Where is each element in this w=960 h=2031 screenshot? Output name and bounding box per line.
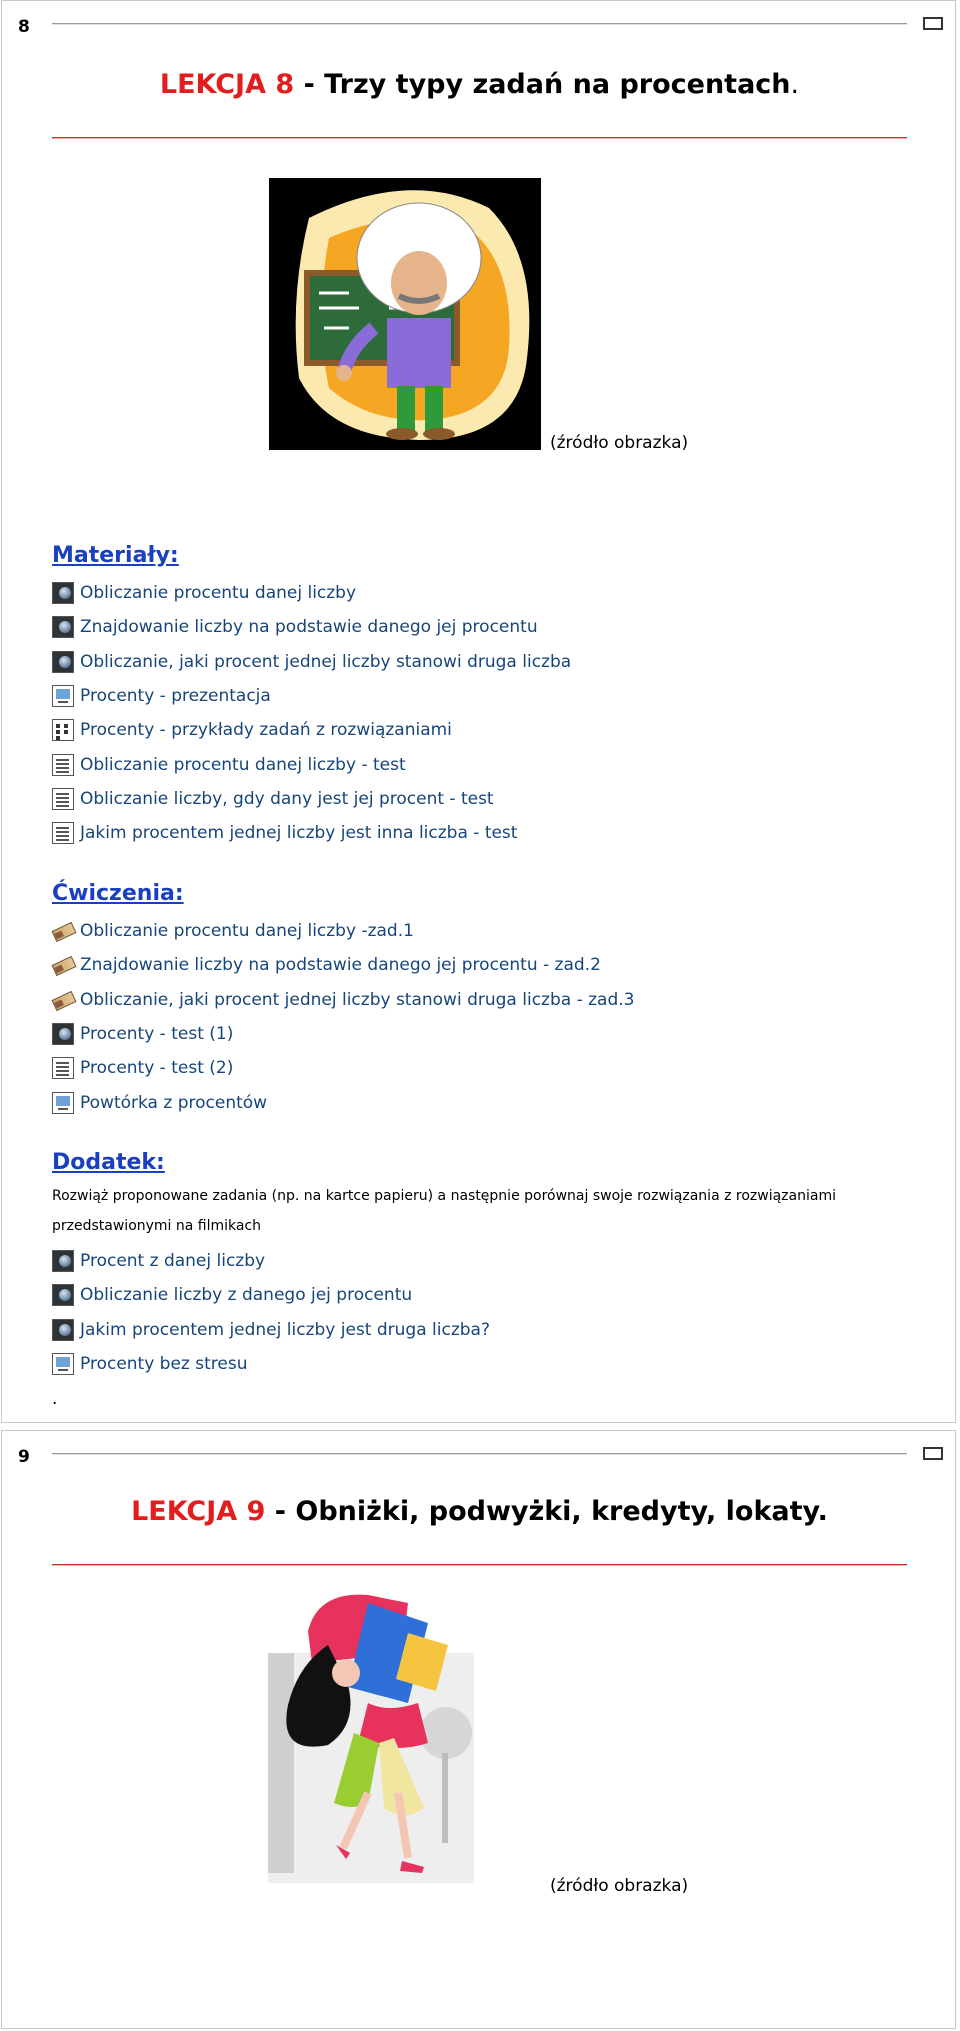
exercise-item[interactable] [52, 1051, 634, 1085]
presentation-icon [52, 1353, 74, 1375]
image-credit-link[interactable]: (źródło obrazka) [550, 433, 689, 453]
lesson-9-section [1, 1430, 956, 2029]
extra-heading: Dodatek: [52, 1150, 165, 1175]
lesson-title-text: - Trzy typy zadań na procentach [294, 69, 791, 100]
exercise-item[interactable] [52, 914, 634, 948]
extra-item[interactable] [52, 1244, 490, 1278]
exercises-list [52, 914, 634, 1120]
page-icon [52, 754, 74, 776]
exercise-link[interactable]: Procenty - test (2) [80, 1058, 234, 1079]
extra-link[interactable]: Jakim procentem jednej liczby jest druga liczba? [80, 1319, 490, 1340]
globe-icon [52, 1319, 74, 1341]
presentation-icon [52, 685, 74, 707]
presentation-icon [52, 1092, 74, 1114]
globe-icon [52, 1023, 74, 1045]
completion-checkbox[interactable] [923, 17, 943, 30]
pencil-icon [52, 920, 74, 942]
material-item[interactable] [52, 645, 571, 679]
section-top-rule [52, 1453, 907, 1455]
material-link[interactable]: Znajdowanie liczby na podstawie danego jej procentu [80, 617, 538, 638]
material-item[interactable] [52, 679, 571, 713]
professor-illustration[interactable] [269, 178, 541, 450]
lesson-title-dot: . [790, 69, 800, 100]
shopping-woman-illustration[interactable] [268, 1583, 474, 1901]
extra-link[interactable]: Procenty bez stresu [80, 1354, 248, 1375]
material-link[interactable]: Obliczanie liczby, gdy dany jest jej procent - test [80, 788, 494, 809]
extra-item[interactable] [52, 1278, 490, 1312]
material-item[interactable] [52, 747, 571, 781]
exercises-heading: Ćwiczenia: [52, 881, 184, 906]
exercise-link[interactable]: Znajdowanie liczby na podstawie danego jej procentu - zad.2 [80, 955, 601, 976]
extra-item[interactable] [52, 1313, 490, 1347]
exercise-item[interactable] [52, 983, 634, 1017]
material-item[interactable] [52, 782, 571, 816]
materials-list [52, 576, 571, 850]
section-number: 8 [18, 17, 30, 37]
globe-icon [52, 1250, 74, 1272]
lesson-8-section [1, 0, 956, 1423]
extra-links-list [52, 1244, 490, 1381]
page-icon [52, 788, 74, 810]
extra-link[interactable]: Procent z danej liczby [80, 1251, 266, 1272]
exercise-item[interactable] [52, 1085, 634, 1119]
lesson-title-number: LEKCJA 8 [159, 69, 295, 100]
trailing-dot: . [52, 1389, 58, 1409]
completion-checkbox[interactable] [923, 1447, 943, 1460]
extra-link[interactable]: Obliczanie liczby z danego jej procentu [80, 1285, 413, 1306]
title-underline [52, 1564, 907, 1566]
extra-instructions: Rozwiąż proponowane zadania (np. na kartce papieru) a następnie porównaj swoje rozwiązania z rozwiązaniami przedstawionymi na filmikach [52, 1188, 836, 1234]
exercise-link[interactable]: Powtórka z procentów [80, 1092, 268, 1113]
globe-icon [52, 651, 74, 673]
globe-icon [52, 616, 74, 638]
pencil-icon [52, 989, 74, 1011]
page-icon [52, 1057, 74, 1079]
lesson-title [2, 69, 957, 100]
pencil-icon [52, 954, 74, 976]
material-item[interactable] [52, 713, 571, 747]
materials-heading: Materiały: [52, 543, 179, 568]
exercise-link[interactable]: Obliczanie procentu danej liczby -zad.1 [80, 921, 414, 942]
material-link[interactable]: Obliczanie procentu danej liczby - test [80, 754, 406, 775]
material-link[interactable]: Procenty - prezentacja [80, 686, 271, 707]
material-item[interactable] [52, 576, 571, 610]
material-link[interactable]: Procenty - przykłady zadań z rozwiązaniami [80, 720, 452, 741]
image-credit-link[interactable]: (źródło obrazka) [550, 1876, 689, 1896]
exercise-link[interactable]: Procenty - test (1) [80, 1024, 234, 1045]
material-link[interactable]: Jakim procentem jednej liczby jest inna liczba - test [80, 823, 518, 844]
globe-icon [52, 1284, 74, 1306]
title-underline [52, 137, 907, 139]
exercise-item[interactable] [52, 1017, 634, 1051]
lesson-title [2, 1496, 957, 1527]
quiz-icon [52, 719, 74, 741]
material-item[interactable] [52, 816, 571, 850]
lesson-title-text: - Obniżki, podwyżki, kredyty, lokaty. [265, 1496, 828, 1527]
material-item[interactable] [52, 610, 571, 644]
section-top-rule [52, 23, 907, 25]
section-number: 9 [18, 1447, 30, 1467]
globe-icon [52, 582, 74, 604]
exercise-item[interactable] [52, 948, 634, 982]
material-link[interactable]: Obliczanie, jaki procent jednej liczby stanowi druga liczba [80, 651, 572, 672]
extra-item[interactable] [52, 1347, 490, 1381]
lesson-title-number: LEKCJA 9 [131, 1496, 266, 1527]
material-link[interactable]: Obliczanie procentu danej liczby [80, 583, 357, 604]
exercise-link[interactable]: Obliczanie, jaki procent jednej liczby stanowi druga liczba - zad.3 [80, 989, 635, 1010]
page-icon [52, 822, 74, 844]
